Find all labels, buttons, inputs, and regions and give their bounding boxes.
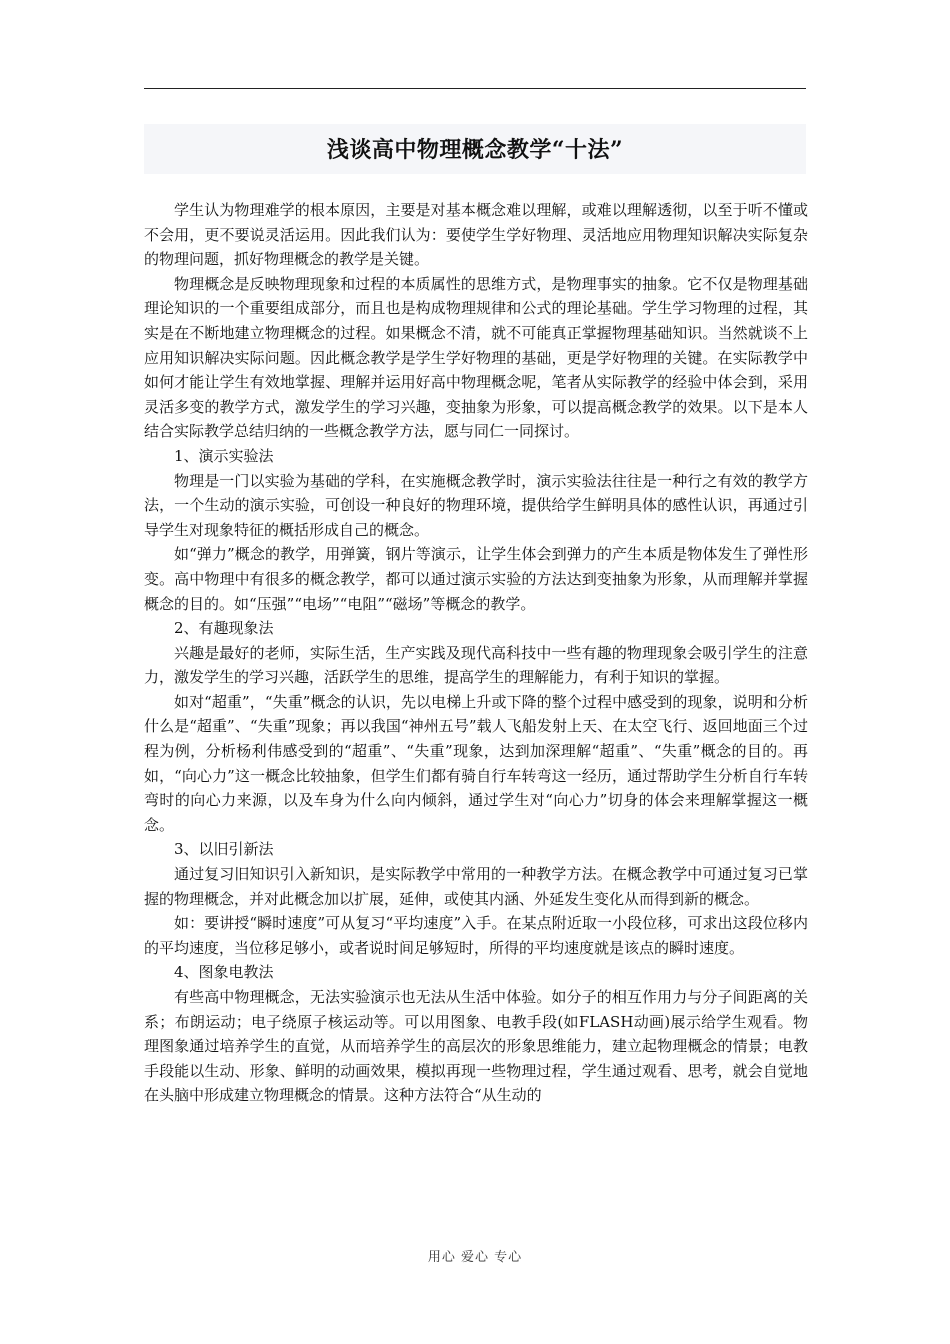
section-heading-2: 2、有趣现象法 <box>174 619 274 638</box>
section-3-paragraph-2: 如：要讲授“瞬时速度”可从复习“平均速度”入手。在某点附近取一小段位移，可求出这段位移内的平均速度，当位移足够小，或者说时间足够短时，所得的平均速度就是该点的瞬时速度。 <box>144 914 808 957</box>
document-title: 浅谈高中物理概念教学“十法” <box>326 137 624 163</box>
header-rule <box>144 88 806 89</box>
section-1-paragraph-2: 如“弹力”概念的教学，用弹簧，钢片等演示，让学生体会到弹力的产生本质是物体发生了弹性形变。高中物理中有很多的概念教学，都可以通过演示实验的方法达到变抽象为形象，从而理解并掌握概念的目的。如“压强”“电场”“电阻”“磁场”等概念的教学。 <box>144 545 808 613</box>
section-3-paragraph-1: 通过复习旧知识引入新知识，是实际教学中常用的一种教学方法。在概念教学中可通过复习已掌握的物理概念，并对此概念加以扩展，延伸，或使其内涵、外延发生变化从而得到新的概念。 <box>144 865 808 908</box>
section-4-paragraph-1: 有些高中物理概念，无法实验演示也无法从生活中体验。如分子的相互作用力与分子间距离的关系；布朗运动；电子绕原子核运动等。可以用图象、电教手段(如FLASH动画)展示给学生观看。物理图象通过培养学生的直觉，从而培养学生的高层次的形象思维能力，建立起物理概念的情景；电教手段能以生动、形象、鲜明的动画效果，模拟再现一些物理过程，学生通过观看、思考，就会自觉地在头脑中形成建立物理概念的情景。这种方法符合“从生动的 <box>144 988 808 1105</box>
section-1-paragraph-1: 物理是一门以实验为基础的学科，在实施概念教学时，演示实验法往往是一种行之有效的教学方法，一个生动的演示实验，可创设一种良好的物理环境，提供给学生鲜明具体的感性认识，再通过引导学生对现象特征的概括形成自己的概念。 <box>144 471 808 539</box>
section-heading-1: 1、演示实验法 <box>174 446 274 465</box>
page-footer: 用心 爱心 专心 <box>427 1250 523 1265</box>
intro-paragraph-1: 学生认为物理难学的根本原因，主要是对基本概念难以理解，或难以理解透彻，以至于听不懂或不会用，更不要说灵活运用。因此我们认为：要使学生学好物理、灵活地应用物理知识解决实际复杂的物理问题，抓好物理概念的教学是关键。 <box>144 201 808 269</box>
section-2-paragraph-1: 兴趣是最好的老师，实际生活，生产实践及现代高科技中一些有趣的物理现象会吸引学生的注意力，激发学生的学习兴趣，活跃学生的思维，提高学生的理解能力，有利于知识的掌握。 <box>144 643 808 687</box>
document-body <box>144 198 808 1108</box>
section-heading-4: 4、图象电教法 <box>174 963 274 982</box>
section-heading-3: 3、以旧引新法 <box>174 840 274 859</box>
intro-paragraph-2: 物理概念是反映物理现象和过程的本质属性的思维方式，是物理事实的抽象。它不仅是物理基础理论知识的一个重要组成部分，而且也是构成物理规律和公式的理论基础。学生学习物理的过程，其实是在不断地建立物理概念的过程。如果概念不清，就不可能真正掌握物理基础知识。当然就谈不上应用知识解决实际问题。因此概念教学是学生学好物理的基础，更是学好物理的关键。在实际教学中如何才能让学生有效地掌握、理解并运用好高中物理概念呢，笔者从实际教学的经验中体会到，采用灵活多变的教学方式，激发学生的学习兴趣，变抽象为形象，可以提高概念教学的效果。以下是本人结合实际教学总结归纳的一些概念教学方法，愿与同仁一同探讨。 <box>144 274 808 441</box>
section-2-paragraph-2: 如对“超重”，“失重”概念的认识，先以电梯上升或下降的整个过程中感受到的现象，说明和分析什么是“超重”、“失重”现象；再以我国“神州五号”载人飞船发射上天、在太空飞行、返回地面三个过程为例，分析杨利伟感受到的“超重”、“失重”现象，达到加深理解“超重”、“失重”概念的目的。再如，“向心力”这一概念比较抽象，但学生们都有骑自行车转弯这一经历，通过帮助学生分析自行车转弯时的向心力来源，以及车身为什么向内倾斜，通过学生对“向心力”切身的体会来理解掌握这一概念。 <box>144 692 808 834</box>
